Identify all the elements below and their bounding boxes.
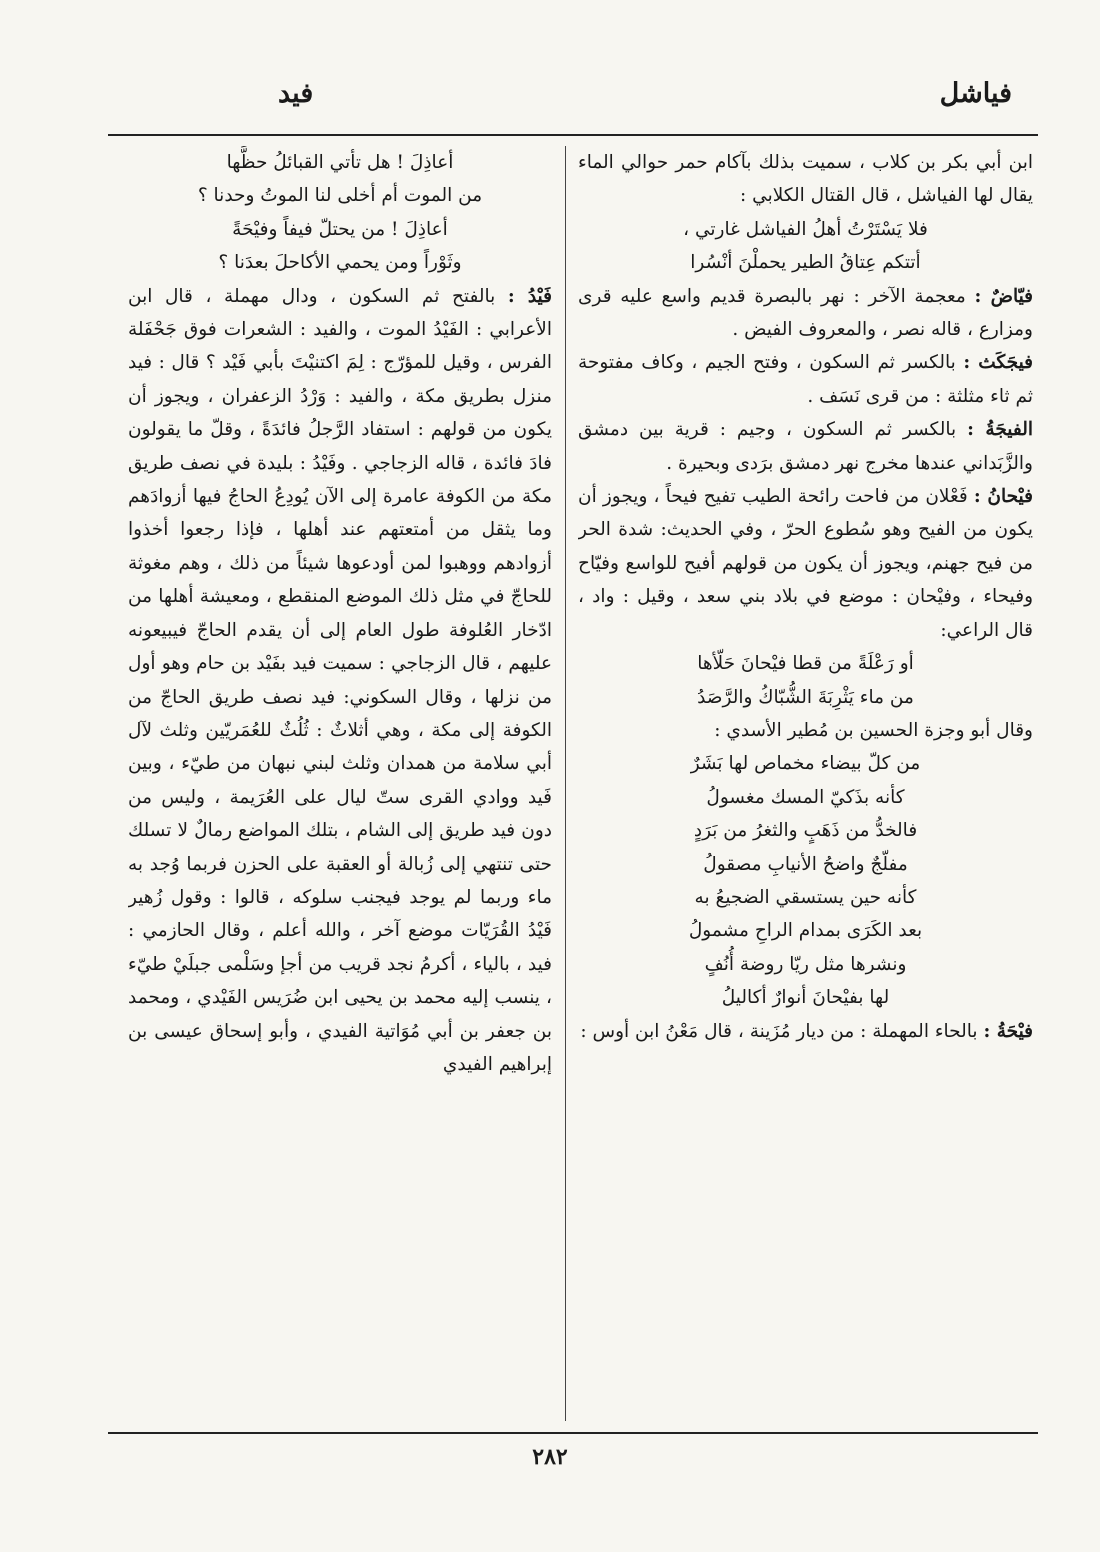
verse-line: من ماء يَثْرِبَةَ الشُّبّاكُ والرَّصَدُ <box>697 686 914 708</box>
entry-headword: فَيْدُ : <box>507 285 552 307</box>
entry-body: فَعْلان من فاحت رائحة الطيب تفيح فيحاً ، ويجوز أن يكون من الفيح وهو سُطوع الحرّ ، وفي الحديث: شدة الحر من فيح جهنم، ويجوز أن يكون من قولهم أفيح للواسع وفيّاح وفيحاء ، وفيْحان : موضع في بلاد بني سعد ، وقيل : واد ، قال الراعي: <box>578 486 1033 641</box>
verse-line: كأنه حين يستسقي الضجيعُ به <box>694 886 917 908</box>
entry-fayhan <box>578 480 1033 647</box>
left-column <box>128 146 552 1421</box>
poem-verse <box>578 213 1033 280</box>
poem-verse <box>578 647 1033 714</box>
entry-body: بالحاء المهملة : من ديار مُزَينة ، قال مَعْنُ ابن أوس : <box>580 1020 978 1042</box>
entry-body: معجمة الآخر : نهر بالبصرة قديم واسع عليه قرى ومزارع ، قاله نصر ، والمعروف الفيض . <box>578 285 1033 341</box>
verse-line: من الموت أم أخلى لنا الموتُ وحدنا ؟ <box>197 185 483 207</box>
entry-body: بالكسر ثم السكون ، وفتح الجيم ، وكاف مفتوحة ثم ثاء مثلثة : من قرى نَسَف . <box>578 352 1033 407</box>
poem-verse <box>578 747 1033 1014</box>
poem-verse <box>128 146 552 280</box>
verse-line: فلا يَسْتَرْتُ أهلُ الفياشل غارتي ، <box>683 218 928 240</box>
entry-headword: فيّاضٌ : <box>974 285 1033 307</box>
footer-rule <box>108 1432 1038 1434</box>
verse-line: ونشرها مثل ريّا روضة أُنُفٍ <box>704 953 907 975</box>
verse-line: بعد الكَرَى بمدام الراحِ مشمولُ <box>688 920 923 942</box>
entry-alfayjah <box>578 413 1033 480</box>
verse-line: أعاذِلَ ! هل تأتي القبائلُ حظَّها <box>226 152 454 173</box>
entry-headword: فيجَكَث : <box>963 352 1033 374</box>
page-number: ٢٨٢ <box>532 1444 568 1470</box>
entry-headword: فيْحَةُ : <box>983 1020 1033 1042</box>
running-header-right: فياشل <box>939 78 1012 109</box>
entry-fayjakath <box>578 346 1033 413</box>
entry-headword: فيْحانُ : <box>973 486 1033 508</box>
verse-line: أتتكم عِتاقُ الطير يحملْنَ أنْسُرا <box>690 252 921 274</box>
entry-body: بالكسر ثم السكون ، وجيم : قرية بين دمشق والزَّبَداني عندها مخرج نهر دمشق برَدى وبحيرة . <box>578 419 1033 474</box>
column-divider <box>565 146 566 1421</box>
right-column <box>578 146 1033 1421</box>
running-header-left: فيد <box>278 78 314 109</box>
entry-fayd <box>128 280 552 1082</box>
paragraph: وقال أبو وجزة الحسين بن مُطير الأسدي : <box>714 719 1033 741</box>
verse-line: لها بفيْحانَ أنوارٌ أكاليلُ <box>721 987 890 1009</box>
verse-line: مفلّجٌ واضحُ الأنيابِ مصقولُ <box>703 853 908 875</box>
entry-headword: الفيجَةُ : <box>967 419 1033 441</box>
entry-body: بالفتح ثم السكون ، ودال مهملة ، قال ابن الأعرابي : الفَيْدُ الموت ، والفيد : الشعرات فوق جَحْفَلة الفرس ، وقيل للمؤرّج : لِمَ اكتنيْتَ بأبي فَيْد ؟ قال : فيد منزل بطريق مكة ، والفيد : وَرْدُ الزعفران ، ويجوز أن يكون من قولهم : استفاد الرَّجلُ فائدَةً ، وقلّ ما يقولون فادَ فائدة ، قاله الزجاجي . وفَيْدُ : بليدة في نصف طريق مكة من الكوفة عامرة إلى الآن يُودِعُ الحاجُ فيها أزوادَهم وما يثقل من أمتعتهم عند أهلها ، فإذا رجعوا أخذوا أزوادهم ووهبوا لمن أودعوها شيئاً من ذلك ، وهم مغوثة للحاجّ في مثل ذلك الموضع المنقطع ، ومعيشة أهلها من ادّخار العُلوفة طول العام إلى أن يقدم الحاجّ فيبيعونه عليهم ، قال الزجاجي : سميت فيد بفَيْد بن حام وهو أول من نزلها ، وقال السكوني: فيد نصف طريق الحاجّ من الكوفة إلى مكة ، وهي أثلاثٌ : ثُلُثٌ للعُمَريّين وثلث لآل أبي سلامة من همدان وثلث لبني نبهان من طيّء ، وبين فَيد ووادي القرى ستّ ليال على العُرَيمة ، وليس من دون فيد طريق إلى الشام ، بتلك المواضع رمالٌ لا تسلك حتى تنتهي إلى زُبالة أو العقبة على الحزن فربما وُجد به ماء وربما لم يوجد فيجنب سلوكه ، قالوا : وقول زُهير فَيْدُ القُرَيّات موضع آخر ، والله أعلم ، وقال الحازمي : فيد ، بالياء ، أكرمُ نجد قريب من أجإ وسَلْمى جبلَيْ طيّء ، ينسب إليه محمد بن يحيى ابن ضُرَيس الفَيْدي ، ومحمد بن جعفر بن أبي مُوَاتية الفيدي ، وأبو إسحاق عيسى بن إبراهيم الفيدي <box>128 285 552 1075</box>
entry-fayyad <box>578 280 1033 347</box>
verse-line: وثَوْراً ومن يحمي الأكاحلَ بعدَنا ؟ <box>218 252 462 274</box>
verse-line: كأنه بذَكيّ المسك مغسولُ <box>706 786 905 808</box>
verse-line: من كلّ بيضاء مخماص لها بَشَرٌ <box>690 753 921 775</box>
verse-line: فالخدُّ من ذَهَبٍ والثغرُ من بَرَدٍ <box>693 820 918 842</box>
entry-fayhah <box>578 1015 1033 1048</box>
paragraph: ابن أبي بكر بن كلاب ، سميت بذلك بآكام حمر حوالي الماء يقال لها الفياشل ، قال القتال الكلابي : <box>578 152 1033 207</box>
verse-line: أعاذِلَ ! من يحتلّ فيفاً وفيْحَةً <box>232 218 448 240</box>
header-rule <box>108 134 1038 136</box>
verse-line: أو رَعْلَةً من قطا فيْحانَ حَلّأها <box>697 653 914 675</box>
